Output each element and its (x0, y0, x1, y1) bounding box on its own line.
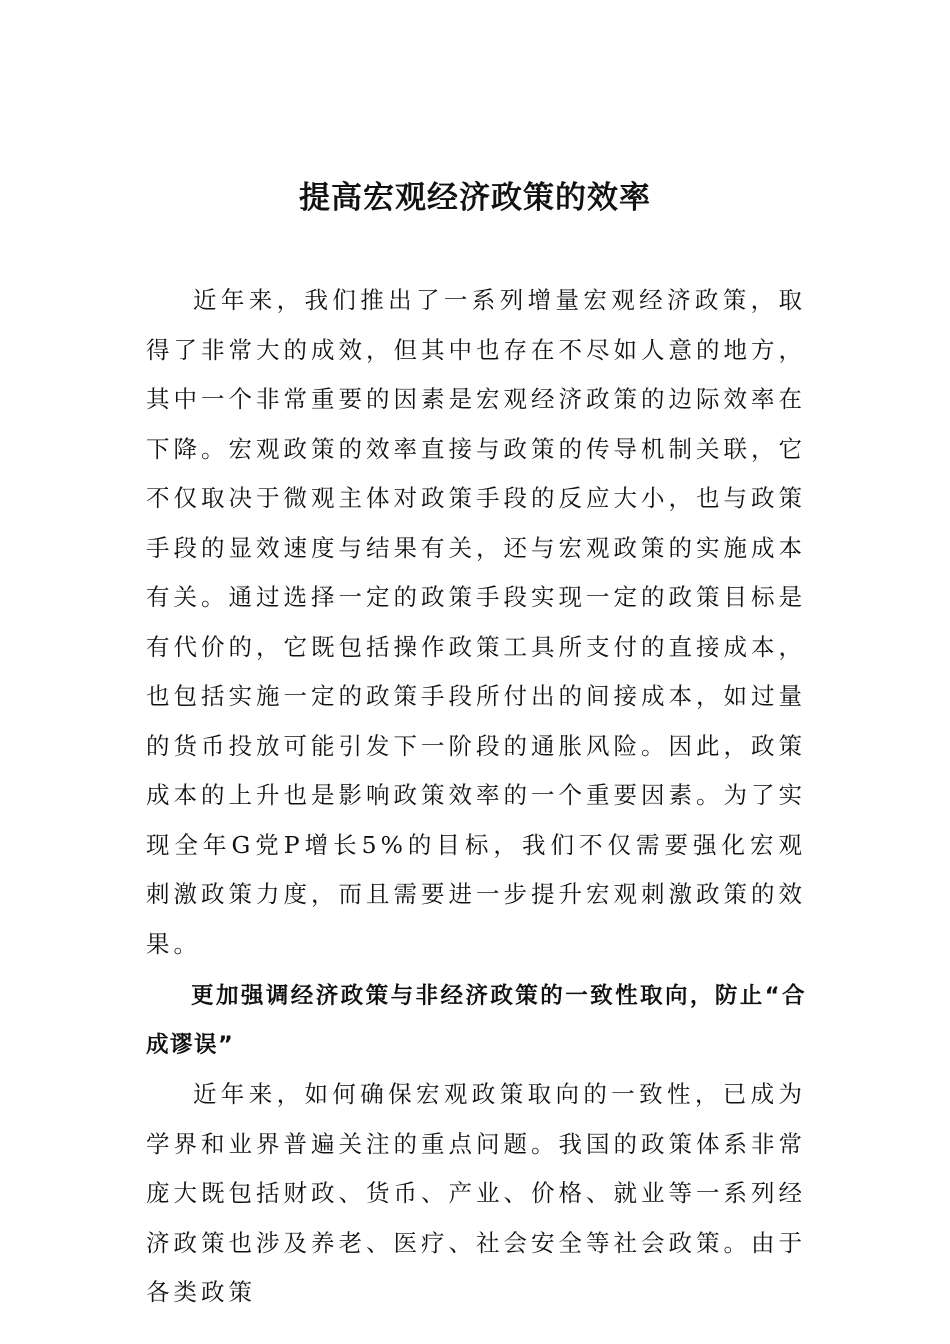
body-paragraph: 近年来，我们推出了一系列增量宏观经济政策，取得了非常大的成效，但其中也存在不尽如人意的地方，其中一个非常重要的因素是宏观经济政策的边际效率在下降。宏观政策的效率直接与政策的传导机制关联，它不仅取决于微观主体对政策手段的反应大小，也与政策手段的显效速度与结果有关，还与宏观政策的实施成本有关。通过选择一定的政策手段实现一定的政策目标是有代价的，它既包括操作政策工具所支付的直接成本，也包括实施一定的政策手段所付出的间接成本，如过量的货币投放可能引发下一阶段的通胀风险。因此，政策成本的上升也是影响政策效率的一个重要因素。为了实现全年G党P增长5%的目标，我们不仅需要强化宏观刺激政策力度，而且需要进一步提升宏观刺激政策的效果。 (146, 286, 806, 958)
document-body (146, 276, 806, 1318)
document-title: 提高宏观经济政策的效率 (299, 180, 651, 216)
section-paragraph: 近年来，如何确保宏观政策取向的一致性，已成为学界和业界普遍关注的重点问题。我国的政策体系非常庞大既包括财政、货币、产业、价格、就业等一系列经济政策也涉及养老、医疗、社会安全等社会政策。由于各类政策 (146, 1080, 806, 1306)
section-heading: 更加强调经济政策与非经济政策的一致性取向，防止“合成谬误” (146, 983, 806, 1058)
